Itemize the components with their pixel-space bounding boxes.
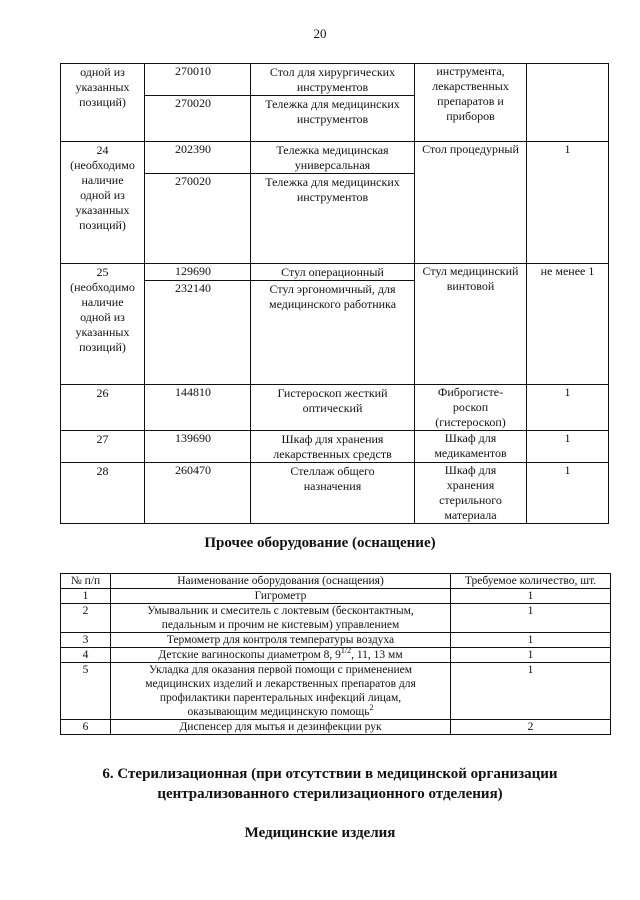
row-number: 2 (61, 604, 111, 633)
row-number: 5 (61, 663, 111, 720)
device-name-cell (251, 96, 415, 142)
device-name-line: Тележка для медицинских (265, 97, 400, 111)
equipment-name (111, 648, 451, 663)
quantity-cell: 1 (527, 142, 609, 264)
equipment-name-line: хранения (446, 478, 495, 492)
row-number: 4 (61, 648, 111, 663)
table-row (61, 589, 611, 604)
item-number-line: наличие (81, 173, 124, 187)
item-number-line: (необходимо (70, 280, 135, 294)
equipment-name (111, 604, 451, 633)
section-heading-line: централизованного стерилизационного отделения) (157, 786, 503, 802)
code-cell: 232140 (145, 281, 251, 385)
quantity-cell: 1 (527, 385, 609, 431)
device-name-line: Стол для хирургических (269, 65, 396, 79)
item-number-cell: 27 (61, 431, 145, 463)
equipment-name-line (113, 705, 448, 719)
equipment-name-line: медикаментов (434, 446, 507, 460)
device-name-cell (251, 431, 415, 463)
equipment-name-line: профилактики парентеральных инфекций лицам, (159, 692, 402, 704)
equipment-name (111, 663, 451, 720)
device-name-cell (251, 264, 415, 281)
other-equipment-heading: Прочее оборудование (оснащение) (204, 535, 436, 551)
device-name-line: Гистероскоп жесткий (277, 386, 388, 400)
table-row (61, 142, 609, 174)
code-cell: 270010 (145, 64, 251, 96)
device-name-line: Тележка для медицинских (265, 175, 400, 189)
medical-devices-heading: Медицинские изделия (244, 825, 396, 841)
equipment-name-cell (415, 385, 527, 431)
required-quantity: 1 (451, 663, 611, 720)
device-name-line: медицинского работника (268, 297, 397, 311)
device-name-cell (251, 281, 415, 385)
equipment-name: Гигрометр (111, 589, 451, 604)
footnote-mark: 2 (369, 703, 374, 713)
item-number-line: указанных (75, 325, 130, 339)
table-row (61, 633, 611, 648)
item-number-line: 24 (96, 143, 109, 157)
device-name-line: Тележка медицинская (276, 143, 389, 157)
quantity-cell: не менее 1 (527, 264, 609, 385)
code-cell: 260470 (145, 463, 251, 524)
column-header-name: Наименование оборудования (оснащения) (111, 574, 451, 589)
row-number: 3 (61, 633, 111, 648)
equipment-name-line: материала (444, 508, 497, 522)
device-name-cell (251, 385, 415, 431)
table-row (61, 64, 609, 96)
item-number-line: позиций) (79, 95, 126, 109)
table-row (61, 431, 609, 463)
table-row (61, 648, 611, 663)
column-header-number: № п/п (61, 574, 111, 589)
table-row (61, 720, 611, 735)
table-row (61, 604, 611, 633)
equipment-name-cell (415, 463, 527, 524)
equipment-name-line: Укладка для оказания первой помощи с применением (148, 664, 413, 676)
equipment-name-line: Фиброгисте- (437, 385, 504, 399)
device-name-cell (251, 463, 415, 524)
equipment-name-line: Умывальник и смеситель с локтевым (бесконтактным, (147, 605, 414, 617)
quantity-cell: 1 (527, 431, 609, 463)
code-cell: 144810 (145, 385, 251, 431)
superscript: 1/2 (340, 646, 352, 656)
item-number-line: позиций) (79, 340, 126, 354)
item-number-cell: 28 (61, 463, 145, 524)
device-name-cell (251, 142, 415, 174)
equipment-name-line: приборов (446, 109, 495, 123)
section-6-heading (90, 764, 570, 804)
item-number-line: указанных (75, 203, 130, 217)
equipment-name-line: Шкаф для (444, 431, 497, 445)
equipment-name-line: медицинских изделий и лекарственных препаратов для (145, 678, 416, 690)
required-quantity: 1 (451, 604, 611, 633)
row-number: 1 (61, 589, 111, 604)
table-row (61, 264, 609, 281)
row-number: 6 (61, 720, 111, 735)
device-name-line: Стул эргономичный, для (269, 282, 396, 296)
device-name-line: Стул операционный (281, 265, 384, 279)
equipment-name-line: (гистероскоп) (435, 415, 506, 429)
code-cell: 270020 (145, 174, 251, 264)
column-header-quantity: Требуемое количество, шт. (451, 574, 611, 589)
other-equipment-table (60, 573, 611, 735)
item-number-line: позиций) (79, 218, 126, 232)
required-quantity: 1 (451, 589, 611, 604)
item-number-line: одной из (80, 65, 125, 79)
equipment-name-text: , 11, 13 мм (351, 649, 403, 661)
device-name-line: Стеллаж общего (290, 464, 375, 478)
device-name-cell (251, 64, 415, 96)
equipment-name-cell (415, 264, 527, 385)
item-number-line: одной из (80, 188, 125, 202)
required-quantity: 1 (451, 648, 611, 663)
code-cell: 139690 (145, 431, 251, 463)
device-name-line: Шкаф для хранения (281, 432, 384, 446)
item-number-line: наличие (81, 295, 124, 309)
item-number-cell (61, 64, 145, 142)
required-quantity: 2 (451, 720, 611, 735)
device-name-cell (251, 174, 415, 264)
equipment-name-line: Стол процедурный (422, 142, 519, 156)
equipment-table (60, 63, 609, 524)
equipment-name-line: лекарственных (432, 79, 509, 93)
item-number-line: указанных (75, 80, 130, 94)
quantity-cell: 1 (527, 463, 609, 524)
item-number-cell (61, 264, 145, 385)
equipment-name-line: винтовой (446, 279, 495, 293)
item-number-line: (необходимо (70, 158, 135, 172)
table-row (61, 385, 609, 431)
device-name-line: назначения (303, 479, 362, 493)
code-cell: 202390 (145, 142, 251, 174)
equipment-name: Термометр для контроля температуры воздуха (111, 633, 451, 648)
table-row (61, 663, 611, 720)
item-number-line: одной из (80, 310, 125, 324)
device-name-line: оптический (302, 401, 363, 415)
quantity-cell (527, 64, 609, 142)
equipment-name-line: Стул медицинский (422, 264, 519, 278)
equipment-name-cell (415, 64, 527, 142)
code-cell: 270020 (145, 96, 251, 142)
code-cell: 129690 (145, 264, 251, 281)
device-name-line: инструментов (296, 80, 369, 94)
item-number-cell (61, 142, 145, 264)
table-header-row (61, 574, 611, 589)
required-quantity: 1 (451, 633, 611, 648)
equipment-name-cell (415, 431, 527, 463)
equipment-name-cell (415, 142, 527, 264)
equipment-name-line: педальным и прочим не кистевым) управлением (161, 619, 400, 631)
equipment-name-line: инструмента, (436, 64, 505, 78)
equipment-name-text: оказывающим медицинскую помощь (187, 706, 370, 718)
equipment-name-line: стерильного (439, 493, 502, 507)
device-name-line: инструментов (296, 112, 369, 126)
equipment-name: Диспенсер для мытья и дезинфекции рук (111, 720, 451, 735)
section-heading-line: 6. Стерилизационная (при отсутствии в медицинской организации (102, 766, 558, 782)
page-number: 20 (313, 26, 327, 41)
device-name-line: лекарственных средств (273, 447, 392, 461)
table-row (61, 463, 609, 524)
equipment-name-text: Детские вагиноскопы диаметром 8, 9 (158, 649, 341, 661)
equipment-name-line: Шкаф для (444, 463, 497, 477)
item-number-line: 25 (96, 265, 109, 279)
equipment-name-line: роскоп (452, 400, 489, 414)
item-number-cell: 26 (61, 385, 145, 431)
equipment-name-line: препаратов и (437, 94, 504, 108)
device-name-line: инструментов (296, 190, 369, 204)
device-name-line: универсальная (294, 158, 371, 172)
